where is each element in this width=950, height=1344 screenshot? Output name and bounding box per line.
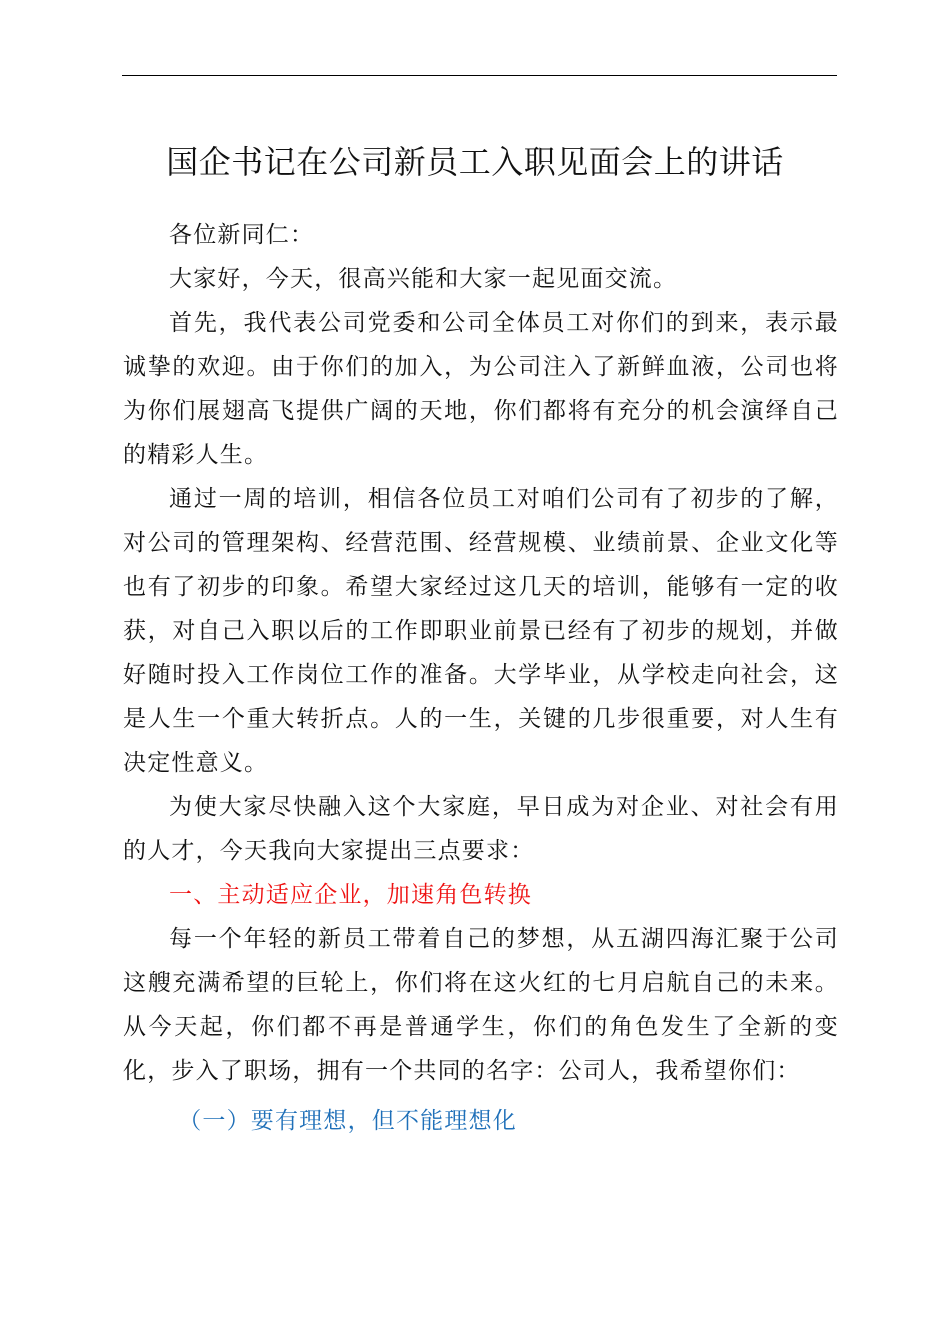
document-body bbox=[123, 213, 839, 1143]
welcome-paragraph: 首先，我代表公司党委和公司全体员工对你们的到来，表示最诚挚的欢迎。由于你们的加入，为公司注入了新鲜血液，公司也将为你们展翅高飞提供广阔的天地，你们都将有充分的机会演绎自己的精彩人生。 bbox=[123, 310, 839, 468]
subsection-heading-1: （一）要有理想，但不能理想化 bbox=[178, 1108, 517, 1134]
requirements-intro-paragraph: 为使大家尽快融入这个大家庭，早日成为对企业、对社会有用的人才，今天我向大家提出三点要求： bbox=[123, 794, 839, 864]
header-rule bbox=[122, 75, 837, 76]
greeting-paragraph: 大家好，今天，很高兴能和大家一起见面交流。 bbox=[169, 266, 678, 292]
section-heading-1: 一、主动适应企业，加速角色转换 bbox=[169, 882, 532, 908]
training-paragraph: 通过一周的培训，相信各位员工对咱们公司有了初步的了解，对公司的管理架构、经营范围、经营规模、业绩前景、企业文化等也有了初步的印象。希望大家经过这几天的培训，能够有一定的收获，对自己入职以后的工作即职业前景已经有了初步的规划，并做好随时投入工作岗位工作的准备。大学毕业，从学校走向社会，这是人生一个重大转折点。人的一生，关键的几步很重要，对人生有决定性意义。 bbox=[123, 486, 839, 776]
section-1-paragraph: 每一个年轻的新员工带着自己的梦想，从五湖四海汇聚于公司这艘充满希望的巨轮上，你们将在这火红的七月启航自己的未来。从今天起，你们都不再是普通学生，你们的角色发生了全新的变化，步入了职场，拥有一个共同的名字：公司人，我希望你们： bbox=[123, 926, 839, 1084]
document-title: 国企书记在公司新员工入职见面会上的讲话 bbox=[166, 143, 784, 181]
salutation-paragraph: 各位新同仁： bbox=[169, 222, 315, 248]
